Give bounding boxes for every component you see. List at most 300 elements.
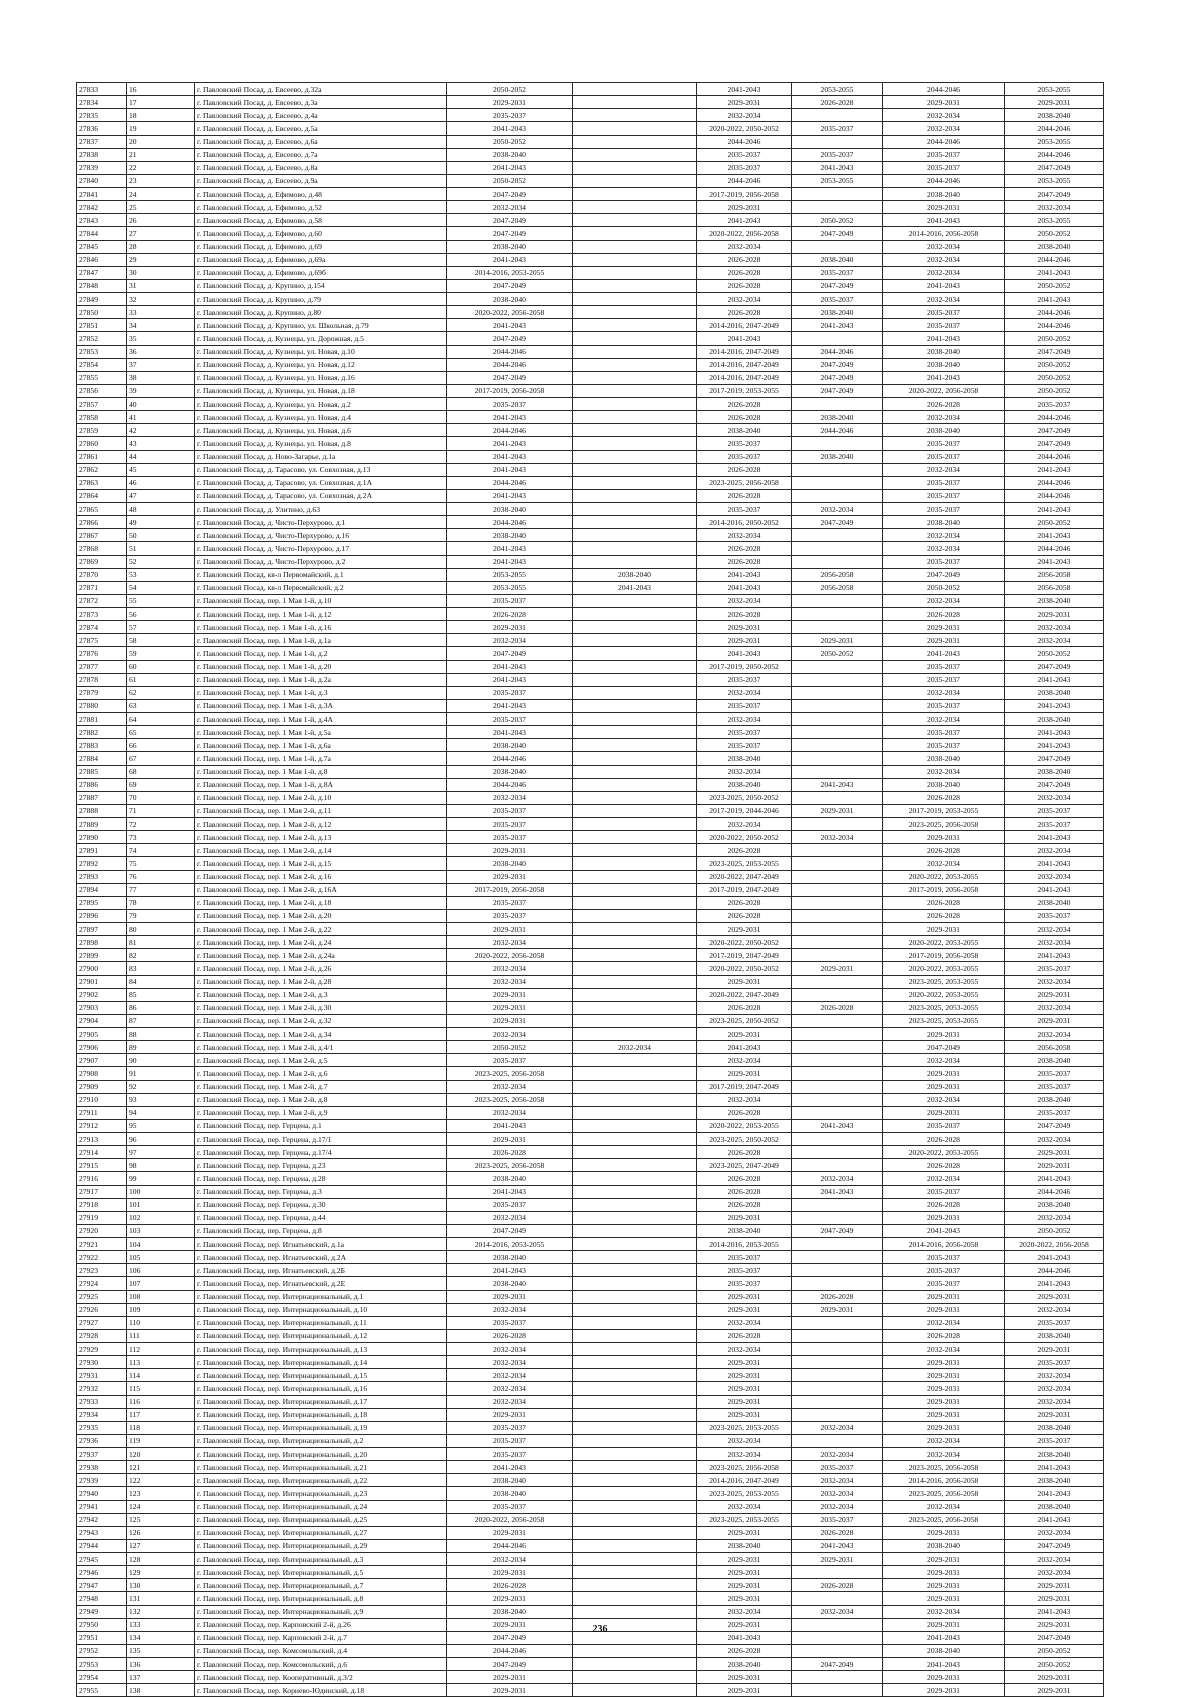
table-cell: 2014-2016, 2056-2058 (883, 1474, 1005, 1487)
table-cell: г. Павловский Посад, д. Ефимово, д.69 (195, 240, 447, 253)
table-cell: 27835 (77, 109, 127, 122)
table-cell: 2035-2037 (447, 594, 573, 607)
table-cell: 2047-2049 (883, 568, 1005, 581)
table-cell (792, 1395, 883, 1408)
table-cell: 2029-2031 (883, 1566, 1005, 1579)
table-row (77, 1644, 1104, 1657)
table-cell: г. Павловский Посад, д. Крупино, д.154 (195, 279, 447, 292)
table-cell: 27893 (77, 870, 127, 883)
table-cell: 2038-2040 (883, 778, 1005, 791)
table-row (77, 831, 1104, 844)
table-cell: г. Павловский Посад, пер. Интернациональный, д.11 (195, 1316, 447, 1329)
table-cell: 27911 (77, 1106, 127, 1119)
table-row (77, 1329, 1104, 1342)
table-cell (792, 1106, 883, 1119)
table-cell: 93 (127, 1093, 195, 1106)
table-cell: 2026-2028 (697, 306, 792, 319)
table-cell: 27918 (77, 1198, 127, 1211)
table-row (77, 870, 1104, 883)
table-cell: 27930 (77, 1356, 127, 1369)
table-row (77, 542, 1104, 555)
table-cell: 2020-2022, 2053-2055 (883, 962, 1005, 975)
table-row (77, 1041, 1104, 1054)
table-cell: г. Павловский Посад, пер. 1 Мая 1-й, д.10 (195, 594, 447, 607)
table-row (77, 332, 1104, 345)
table-cell: 2029-2031 (1005, 1579, 1104, 1592)
table-cell: 38 (127, 371, 195, 384)
table-cell: 2017-2019, 2047-2049 (697, 883, 792, 896)
table-cell: 100 (127, 1185, 195, 1198)
table-cell: 68 (127, 765, 195, 778)
table-cell: 2041-2043 (697, 581, 792, 594)
table-cell: 2014-2016, 2047-2049 (697, 371, 792, 384)
table-cell: 2026-2028 (447, 1579, 573, 1592)
table-cell (573, 1343, 697, 1356)
table-cell: 84 (127, 975, 195, 988)
table-cell (792, 1054, 883, 1067)
table-cell: 61 (127, 673, 195, 686)
table-cell (573, 1684, 697, 1697)
table-cell: 2050-2052 (1005, 516, 1104, 529)
table-cell: 2035-2037 (447, 818, 573, 831)
table-row (77, 424, 1104, 437)
table-cell: г. Павловский Посад, пер. Комсомольский, д.4 (195, 1644, 447, 1657)
table-cell: 2038-2040 (447, 739, 573, 752)
table-cell: 2041-2043 (447, 122, 573, 135)
table-cell: г. Павловский Посад, пер. Герцена, д.17/1 (195, 1133, 447, 1146)
table-row (77, 476, 1104, 489)
table-cell: 2047-2049 (792, 516, 883, 529)
table-cell: 2032-2034 (1005, 1303, 1104, 1316)
table-cell: 2041-2043 (1005, 1172, 1104, 1185)
table-cell: 27863 (77, 476, 127, 489)
table-cell: 27950 (77, 1618, 127, 1631)
table-row (77, 279, 1104, 292)
table-cell: 2041-2043 (883, 332, 1005, 345)
table-cell: 27896 (77, 909, 127, 922)
table-cell: 2023-2025, 2056-2058 (697, 1461, 792, 1474)
table-cell: 27837 (77, 135, 127, 148)
table-cell: 2038-2040 (1005, 1093, 1104, 1106)
table-cell (573, 883, 697, 896)
table-cell: 2032-2034 (1005, 1001, 1104, 1014)
table-cell: 2014-2016, 2053-2055 (697, 1238, 792, 1251)
table-row (77, 201, 1104, 214)
table-cell: 2035-2037 (447, 1434, 573, 1447)
table-cell: г. Павловский Посад, пер. 1 Мая 2-й, д.26 (195, 962, 447, 975)
table-row (77, 1001, 1104, 1014)
table-cell (573, 831, 697, 844)
table-cell: 99 (127, 1172, 195, 1185)
table-row (77, 1434, 1104, 1447)
table-row (77, 83, 1104, 96)
table-cell: г. Павловский Посад, д. Тарасово, ул. Совхозная, д.13 (195, 463, 447, 476)
table-cell: 2026-2028 (883, 896, 1005, 909)
table-cell: 58 (127, 634, 195, 647)
table-row (77, 450, 1104, 463)
table-cell: г. Павловский Посад, пер. 1 Мая 2-й, д.22 (195, 923, 447, 936)
table-cell: 2029-2031 (697, 1290, 792, 1303)
table-cell: 2023-2025, 2056-2058 (883, 1513, 1005, 1526)
table-cell: 2029-2031 (697, 1592, 792, 1605)
table-cell: г. Павловский Посад, пер. Игнатьевский, д.2Е (195, 1277, 447, 1290)
table-cell: 2029-2031 (883, 923, 1005, 936)
table-cell: 2047-2049 (447, 1224, 573, 1237)
table-cell: 2026-2028 (697, 1198, 792, 1211)
table-row (77, 1343, 1104, 1356)
table-cell: 2029-2031 (447, 923, 573, 936)
table-cell: 2041-2043 (792, 1185, 883, 1198)
table-cell (573, 1185, 697, 1198)
table-cell: 2029-2031 (883, 634, 1005, 647)
table-cell: 2035-2037 (1005, 804, 1104, 817)
table-cell: 2038-2040 (883, 752, 1005, 765)
table-cell: 2029-2031 (1005, 1684, 1104, 1697)
table-cell: 2026-2028 (697, 489, 792, 502)
table-cell (792, 752, 883, 765)
table-cell: г. Павловский Посад, д. Кузнецы, ул. Новая, д.18 (195, 384, 447, 397)
table-cell: 49 (127, 516, 195, 529)
table-row (77, 1014, 1104, 1027)
table-cell: 2029-2031 (447, 1290, 573, 1303)
table-cell: 2047-2049 (792, 1224, 883, 1237)
table-cell: 27921 (77, 1238, 127, 1251)
table-cell: 2035-2037 (792, 293, 883, 306)
table-cell: 2038-2040 (1005, 713, 1104, 726)
table-cell: 119 (127, 1434, 195, 1447)
table-cell: 121 (127, 1461, 195, 1474)
table-cell (792, 686, 883, 699)
table-cell (573, 713, 697, 726)
table-cell (573, 962, 697, 975)
table-cell: 2035-2037 (1005, 1106, 1104, 1119)
table-cell (573, 634, 697, 647)
table-cell: 2044-2046 (1005, 306, 1104, 319)
table-cell: 2035-2037 (1005, 398, 1104, 411)
table-cell: 2047-2049 (447, 227, 573, 240)
table-cell: 2038-2040 (1005, 1421, 1104, 1434)
table-cell: 27913 (77, 1133, 127, 1146)
table-cell: 24 (127, 188, 195, 201)
table-row (77, 1316, 1104, 1329)
table-cell: 2029-2031 (447, 1408, 573, 1421)
table-cell: 2032-2034 (792, 831, 883, 844)
table-cell: 59 (127, 647, 195, 660)
table-cell: 2029-2031 (447, 1566, 573, 1579)
table-cell: 2041-2043 (697, 647, 792, 660)
table-cell: г. Павловский Посад, д. Евсеево, д.9а (195, 174, 447, 187)
table-cell: 2026-2028 (447, 608, 573, 621)
table-cell (792, 896, 883, 909)
table-cell: 2023-2025, 2053-2055 (697, 857, 792, 870)
table-cell (792, 1080, 883, 1093)
table-cell: г. Павловский Посад, д. Улитино, д.63 (195, 503, 447, 516)
table-cell: 2035-2037 (697, 1251, 792, 1264)
table-cell: 2029-2031 (883, 1211, 1005, 1224)
table-cell: 2023-2025, 2053-2055 (697, 1487, 792, 1500)
table-row (77, 1671, 1104, 1684)
table-cell: 2029-2031 (883, 1592, 1005, 1605)
table-cell: 27922 (77, 1251, 127, 1264)
table-row (77, 266, 1104, 279)
table-cell: 66 (127, 739, 195, 752)
table-cell: 2014-2016, 2056-2058 (883, 1238, 1005, 1251)
table-cell: 2044-2046 (1005, 319, 1104, 332)
table-cell (573, 1054, 697, 1067)
table-cell: 83 (127, 962, 195, 975)
table-cell: 2041-2043 (697, 568, 792, 581)
table-cell: 2032-2034 (792, 1474, 883, 1487)
table-cell: 109 (127, 1303, 195, 1316)
table-cell: г. Павловский Посад, пер. 1 Мая 2-й, д.30 (195, 1001, 447, 1014)
table-cell: 46 (127, 476, 195, 489)
table-cell (792, 1238, 883, 1251)
table-cell: 2029-2031 (883, 1080, 1005, 1093)
table-cell: 2026-2028 (697, 279, 792, 292)
table-cell (792, 818, 883, 831)
table-cell: 135 (127, 1644, 195, 1657)
table-cell (573, 1080, 697, 1093)
table-cell: 2053-2055 (1005, 174, 1104, 187)
table-cell: 2026-2028 (697, 1146, 792, 1159)
table-cell: 27892 (77, 857, 127, 870)
table-cell: 2047-2049 (1005, 437, 1104, 450)
table-cell: 27876 (77, 647, 127, 660)
table-cell: 2035-2037 (697, 1264, 792, 1277)
table-cell (573, 791, 697, 804)
table-cell (573, 1159, 697, 1172)
table-cell: 27931 (77, 1369, 127, 1382)
table-row (77, 1684, 1104, 1697)
table-cell: г. Павловский Посад, пер. Интернациональный, д.21 (195, 1461, 447, 1474)
table-cell: 2041-2043 (1005, 555, 1104, 568)
table-cell: г. Павловский Посад, пер. 1 Мая 1-й, д.16 (195, 621, 447, 634)
table-cell (573, 818, 697, 831)
table-cell: 2020-2022, 2047-2049 (697, 988, 792, 1001)
table-cell: 2047-2049 (447, 371, 573, 384)
table-cell: 2041-2043 (792, 161, 883, 174)
table-cell (573, 608, 697, 621)
table-cell (573, 503, 697, 516)
table-cell: 2035-2037 (447, 804, 573, 817)
table-cell: 2032-2034 (883, 594, 1005, 607)
table-cell: 2029-2031 (1005, 1290, 1104, 1303)
table-cell: 2020-2022, 2056-2058 (447, 1513, 573, 1526)
table-cell: 2038-2040 (1005, 686, 1104, 699)
table-cell: 2032-2034 (447, 201, 573, 214)
table-cell (573, 1448, 697, 1461)
table-cell: 27851 (77, 319, 127, 332)
table-cell: 2038-2040 (447, 1277, 573, 1290)
table-row (77, 227, 1104, 240)
table-cell: 27871 (77, 581, 127, 594)
table-cell: 27945 (77, 1553, 127, 1566)
table-cell: 2026-2028 (697, 398, 792, 411)
table-cell: 2029-2031 (883, 621, 1005, 634)
table-cell: г. Павловский Посад, д. Евсеево, д.4а (195, 109, 447, 122)
table-cell: 2044-2046 (1005, 1264, 1104, 1277)
table-cell: 2032-2034 (1005, 870, 1104, 883)
table-cell: 2026-2028 (697, 1185, 792, 1198)
table-cell: 2035-2037 (697, 148, 792, 161)
table-cell: 2038-2040 (1005, 594, 1104, 607)
table-cell: 2032-2034 (447, 1395, 573, 1408)
table-cell: 2044-2046 (883, 83, 1005, 96)
table-cell (792, 1146, 883, 1159)
table-cell: 2020-2022, 2050-2052 (697, 122, 792, 135)
table-row (77, 1356, 1104, 1369)
table-cell: 27917 (77, 1185, 127, 1198)
table-cell: 2035-2037 (883, 699, 1005, 712)
table-cell: 2041-2043 (883, 1224, 1005, 1237)
table-cell: 2032-2034 (1005, 1133, 1104, 1146)
table-row (77, 1382, 1104, 1395)
table-cell: 2032-2034 (883, 411, 1005, 424)
table-cell (573, 1658, 697, 1671)
table-row (77, 1553, 1104, 1566)
table-cell: 2032-2034 (573, 1041, 697, 1054)
table-cell: 2035-2037 (1005, 818, 1104, 831)
table-cell (573, 1566, 697, 1579)
table-cell: 2029-2031 (697, 1395, 792, 1408)
table-cell: 2038-2040 (697, 1539, 792, 1552)
table-cell (792, 1592, 883, 1605)
table-cell (573, 332, 697, 345)
table-cell: 2035-2037 (447, 686, 573, 699)
table-cell (573, 1119, 697, 1132)
table-cell: 2047-2049 (792, 227, 883, 240)
table-cell: 27844 (77, 227, 127, 240)
table-cell: 2035-2037 (447, 713, 573, 726)
table-cell: 92 (127, 1080, 195, 1093)
table-cell: 27842 (77, 201, 127, 214)
table-cell: 27904 (77, 1014, 127, 1027)
table-row (77, 1408, 1104, 1421)
table-cell: 27926 (77, 1303, 127, 1316)
table-cell: 2038-2040 (883, 345, 1005, 358)
table-cell: 2047-2049 (1005, 188, 1104, 201)
table-cell: 2029-2031 (447, 870, 573, 883)
table-cell: 2041-2043 (883, 214, 1005, 227)
table-cell: 2041-2043 (1005, 949, 1104, 962)
table-cell: 2038-2040 (447, 503, 573, 516)
table-cell: 27865 (77, 503, 127, 516)
table-cell: 2029-2031 (792, 634, 883, 647)
table-cell: 2038-2040 (447, 1172, 573, 1185)
table-row (77, 883, 1104, 896)
table-cell: г. Павловский Посад, д. Кузнецы, ул. Дорожная, д.5 (195, 332, 447, 345)
table-cell: 2014-2016, 2047-2049 (697, 319, 792, 332)
table-cell: 2041-2043 (447, 660, 573, 673)
table-cell: 2044-2046 (447, 345, 573, 358)
table-cell: 2050-2052 (1005, 1224, 1104, 1237)
table-cell: 2050-2052 (1005, 371, 1104, 384)
table-cell: 2035-2037 (1005, 1434, 1104, 1447)
table-cell: 2050-2052 (1005, 358, 1104, 371)
table-cell: 2014-2016, 2050-2052 (697, 516, 792, 529)
table-cell: 2023-2025, 2050-2052 (697, 1014, 792, 1027)
table-cell: 2014-2016, 2047-2049 (697, 345, 792, 358)
table-cell: 115 (127, 1382, 195, 1395)
table-cell: 2032-2034 (883, 713, 1005, 726)
table-cell: 27933 (77, 1395, 127, 1408)
table-cell: 70 (127, 791, 195, 804)
table-cell: 2029-2031 (1005, 1343, 1104, 1356)
table-cell (792, 188, 883, 201)
table-cell: г. Павловский Посад, пер. 1 Мая 2-й, д.32 (195, 1014, 447, 1027)
table-cell: 27932 (77, 1382, 127, 1395)
table-cell: г. Павловский Посад, пер. Герцена, д.17/4 (195, 1146, 447, 1159)
table-cell: г. Павловский Посад, д. Кузнецы, ул. Новая, д.2 (195, 398, 447, 411)
table-row (77, 1658, 1104, 1671)
table-cell: 2041-2043 (447, 489, 573, 502)
table-cell: 2029-2031 (447, 96, 573, 109)
table-cell: 27909 (77, 1080, 127, 1093)
table-cell: 2053-2055 (792, 83, 883, 96)
table-cell: 23 (127, 174, 195, 187)
table-cell: 2029-2031 (697, 1408, 792, 1421)
table-cell: 2035-2037 (883, 476, 1005, 489)
table-cell: г. Павловский Посад, пер. 1 Мая 1-й, д.20 (195, 660, 447, 673)
table-cell: 2029-2031 (697, 634, 792, 647)
table-cell (573, 1133, 697, 1146)
table-row (77, 1133, 1104, 1146)
table-cell: 2053-2055 (447, 568, 573, 581)
table-cell: 27875 (77, 634, 127, 647)
table-cell: 2038-2040 (447, 293, 573, 306)
table-cell: 2035-2037 (883, 673, 1005, 686)
table-cell: г. Павловский Посад, пер. 1 Мая 1-й, д.8 (195, 765, 447, 778)
table-cell: 27853 (77, 345, 127, 358)
table-cell: г. Павловский Посад, пер. 1 Мая 2-й, д.3 (195, 988, 447, 1001)
table-cell: 2032-2034 (883, 765, 1005, 778)
table-cell (573, 909, 697, 922)
table-cell: 27833 (77, 83, 127, 96)
table-cell: 2041-2043 (447, 450, 573, 463)
table-cell: 124 (127, 1500, 195, 1513)
table-cell (573, 1067, 697, 1080)
table-cell: 2029-2031 (883, 831, 1005, 844)
table-cell: 2029-2031 (1005, 1618, 1104, 1631)
table-cell: г. Павловский Посад, д. Ефимово, д.48 (195, 188, 447, 201)
table-cell: 35 (127, 332, 195, 345)
table-cell: 2035-2037 (883, 437, 1005, 450)
table-cell: г. Павловский Посад, пер. Интернациональный, д.12 (195, 1329, 447, 1342)
table-cell: 131 (127, 1592, 195, 1605)
table-cell: 2029-2031 (697, 1566, 792, 1579)
table-cell: 2035-2037 (447, 1198, 573, 1211)
table-cell: 2026-2028 (883, 791, 1005, 804)
table-cell: 27848 (77, 279, 127, 292)
table-cell: 2035-2037 (883, 660, 1005, 673)
table-cell (792, 765, 883, 778)
table-cell: г. Павловский Посад, пер. Игнатьевский, д.2А (195, 1251, 447, 1264)
table-cell: г. Павловский Посад, пер. 1 Мая 2-й, д.4/1 (195, 1041, 447, 1054)
table-cell: г. Павловский Посад, пер. Интернациональный, д.15 (195, 1369, 447, 1382)
table-cell: 2026-2028 (883, 1198, 1005, 1211)
table-cell: 2038-2040 (1005, 1198, 1104, 1211)
table-cell: г. Павловский Посад, д. Тарасово, ул. Совхозная, д.1А (195, 476, 447, 489)
table-cell: 2041-2043 (883, 371, 1005, 384)
table-cell: 2047-2049 (447, 647, 573, 660)
table-cell: 2050-2052 (1005, 279, 1104, 292)
table-cell: 2029-2031 (447, 621, 573, 634)
table-cell: 2032-2034 (697, 293, 792, 306)
table-row (77, 1395, 1104, 1408)
table-cell (573, 1671, 697, 1684)
table-cell: г. Павловский Посад, д. Евсеево, д.8а (195, 161, 447, 174)
table-cell: 2041-2043 (1005, 857, 1104, 870)
